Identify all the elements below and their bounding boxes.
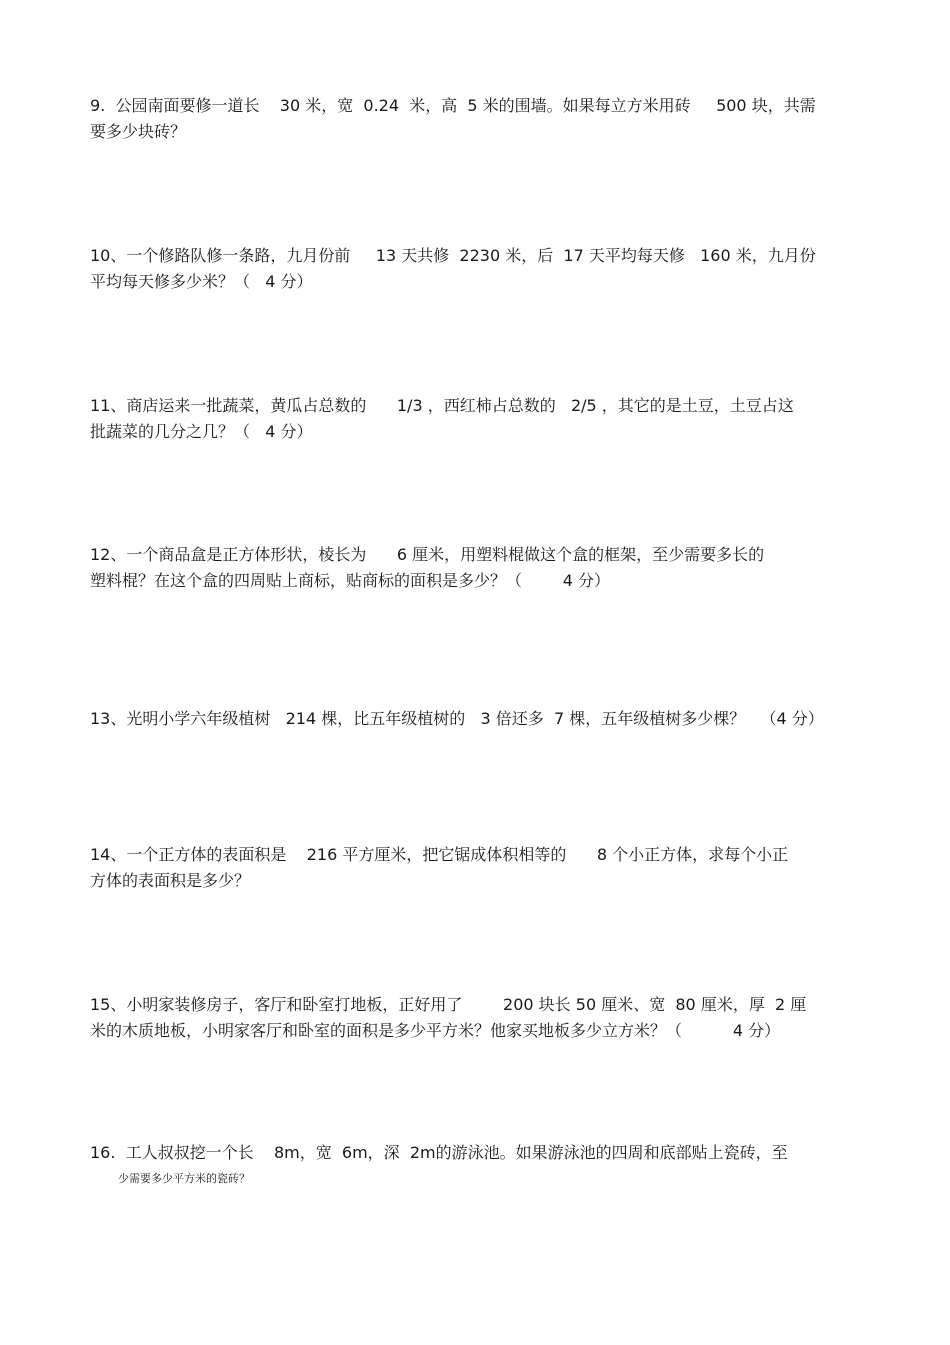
question-9-line-1: 9. 公园南面要修一道长 30 米，宽 0.24 米，高 5 米的围墙。如果每立方米用砖 500 块，共需 xyxy=(90,96,816,115)
question-9-line-2: 要多少块砖？ xyxy=(90,122,187,141)
question-15-line-2: 米的木质地板，小明家客厅和卧室的面积是多少平方米？他家买地板多少立方米？（ 4 分） xyxy=(90,1021,781,1040)
question-16 xyxy=(90,1140,860,1192)
question-10-line-2: 平均每天修多少米？（ 4 分） xyxy=(90,272,313,291)
question-15-line-1: 15、小明家装修房子，客厅和卧室打地板，正好用了 200 块长 50 厘米、宽 80 厘米，厚 2 厘 xyxy=(90,995,807,1014)
question-16-line-1: 16. 工人叔叔挖一个长 8m，宽 6m，深 2m的游泳池。如果游泳池的四周和底部贴上瓷砖，至 xyxy=(90,1143,788,1162)
question-14 xyxy=(90,842,860,894)
question-10 xyxy=(90,243,860,295)
question-9 xyxy=(90,93,860,145)
question-12-line-1: 12、一个商品盒是正方体形状，棱长为 6 厘米，用塑料棍做这个盒的框架，至少需要多长的 xyxy=(90,545,765,564)
question-11-line-1: 11、商店运来一批蔬菜，黄瓜占总数的 1/3 ，西红柿占总数的 2/5 ，其它的是土豆，土豆占这 xyxy=(90,396,794,415)
question-11 xyxy=(90,393,860,445)
question-12-line-2: 塑料棍？在这个盒的四周贴上商标，贴商标的面积是多少？（ 4 分） xyxy=(90,571,610,590)
question-14-line-1: 14、一个正方体的表面积是 216 平方厘米，把它锯成体积相等的 8 个小正方体，求每个小正 xyxy=(90,845,789,864)
question-16-line-2: 少需要多少平方米的瓷砖？ xyxy=(118,1172,250,1185)
question-10-line-1: 10、一个修路队修一条路，九月份前 13 天共修 2230 米，后 17 天平均每天修 160 米，九月份 xyxy=(90,246,816,265)
question-13-line-1: 13、光明小学六年级植树 214 棵，比五年级植树的 3 倍还多 7 棵，五年级植树多少棵？ （4 分） xyxy=(90,709,824,728)
question-12 xyxy=(90,542,860,594)
question-14-line-2: 方体的表面积是多少？ xyxy=(90,871,251,890)
question-11-line-2: 批蔬菜的几分之几？（ 4 分） xyxy=(90,422,313,441)
question-13 xyxy=(90,706,860,732)
question-15 xyxy=(90,992,860,1044)
